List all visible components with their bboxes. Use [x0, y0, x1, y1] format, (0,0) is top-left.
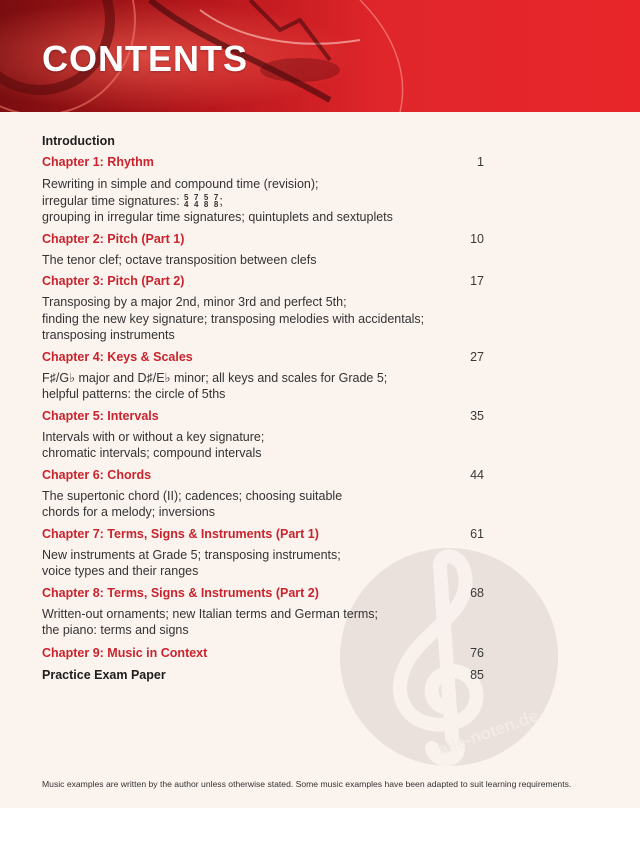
chapter-3-description: Transposing by a major 2nd, minor 3rd and perfect 5th; finding the new key signature; transposing melodies with accidentals; transposing instruments [42, 295, 425, 342]
toc-chapter-4[interactable]: Chapter 4: Keys & Scales 27 [42, 349, 484, 364]
chapter-7-description: New instruments at Grade 5; transposing instruments; voice types and their ranges [42, 547, 341, 578]
toc-chapter-7[interactable]: Chapter 7: Terms, Signs & Instruments (Part 1) 61 [42, 526, 484, 541]
toc-practice-exam[interactable]: Practice Exam Paper 85 [42, 667, 484, 682]
page-number: 61 [470, 526, 484, 541]
time-signature: 7 4 [193, 193, 199, 210]
chapter-2-description: The tenor clef; octave transposition between clefs [42, 252, 317, 267]
page-number: 17 [470, 274, 484, 288]
toc-chapter-6[interactable]: Chapter 6: Chords 44 [42, 467, 484, 482]
toc-chapter-2[interactable]: Chapter 2: Pitch (Part 1) 10 [42, 231, 484, 246]
page-title: CONTENTS [42, 38, 248, 79]
page-number: 44 [470, 467, 484, 482]
toc-chapter-9[interactable]: Chapter 9: Music in Context 76 [42, 645, 484, 660]
chapter-8-description: Written-out ornaments; new Italian terms and German terms; the piano: terms and signs [42, 606, 379, 637]
time-signature: 7 8 [213, 193, 219, 210]
time-signature: 5 4 [184, 193, 189, 210]
page-number: 1 [477, 155, 484, 169]
header-banner [0, 0, 640, 112]
chapter-5-description: Intervals with or without a key signature; chromatic intervals; compound intervals [42, 429, 265, 460]
page-number: 10 [470, 231, 484, 246]
toc-introduction[interactable]: Introduction [42, 134, 115, 148]
page-number: 68 [470, 585, 484, 600]
toc-chapter-5[interactable]: Chapter 5: Intervals 35 [42, 408, 484, 423]
page-number: 35 [470, 408, 484, 423]
chapter-1-description: Rewriting in simple and compound time (revision); irregular time signatures: 5 4 7 4 5 8 7 8 ; grouping in irregular time signatures; quintuplets and sextuplets [42, 177, 393, 224]
chapter-6-description: The supertonic chord (II); cadences; choosing suitable chords for a melody; inversions [42, 488, 343, 519]
page-number: 85 [470, 667, 484, 682]
page-bottom-margin [0, 808, 640, 852]
toc-chapter-3[interactable]: Chapter 3: Pitch (Part 2) 17 [42, 274, 484, 288]
page-number: 27 [470, 349, 484, 364]
watermark-text: alle-noten.de [435, 705, 541, 760]
table-of-contents [42, 133, 484, 683]
toc-chapter-1[interactable]: Chapter 1: Rhythm 1 [42, 155, 484, 169]
chapter-4-description: F♯/G♭ major and D♯/E♭ minor; all keys and scales for Grade 5; helpful patterns: the circle of 5ths [42, 370, 388, 401]
page-number: 76 [470, 645, 484, 660]
footer-note: Music examples are written by the author unless otherwise stated. Some music examples have been adapted to suit learning requirements. [42, 779, 572, 789]
time-signature: 5 8 [203, 193, 209, 210]
toc-chapter-8[interactable]: Chapter 8: Terms, Signs & Instruments (Part 2) 68 [42, 585, 484, 600]
